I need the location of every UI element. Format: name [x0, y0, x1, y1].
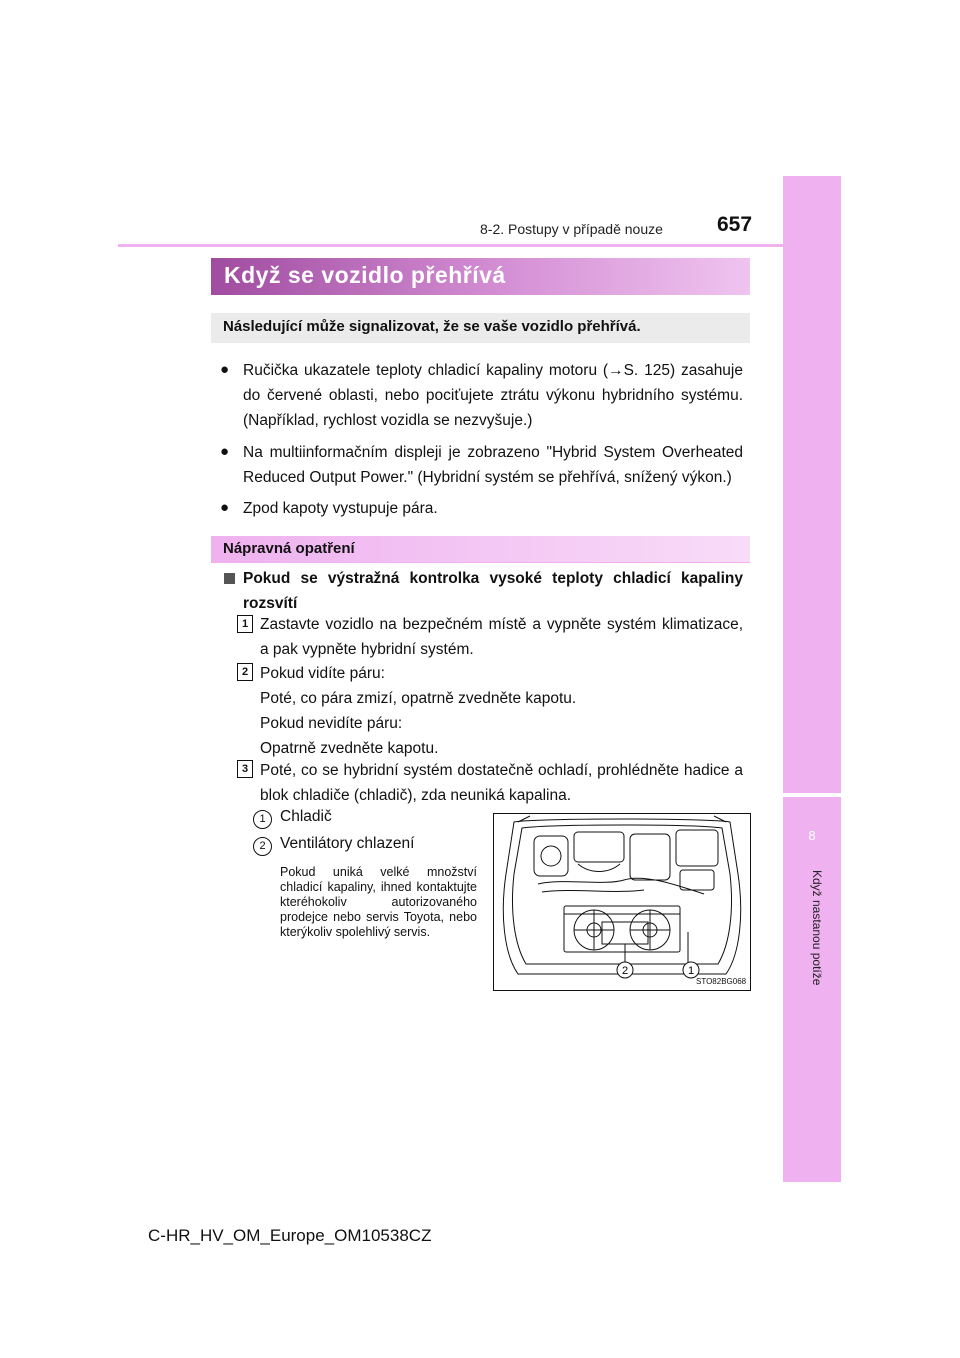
legend-number: 1 [253, 810, 272, 829]
step-text-alt: Pokud nevidíte páru: Opatrně zvedněte kapotu. [260, 715, 439, 757]
figure-code: STO82BG068 [696, 977, 747, 986]
engine-bay-figure [493, 813, 751, 991]
chapter-side-tab [783, 176, 841, 1182]
header-rule [118, 244, 783, 247]
step-text: Poté, co se hybridní systém dostatečně ochladí, prohlédněte hadice a blok chladiče (chladič), zda neuniká kapalina. [260, 762, 743, 804]
engine-bay-illustration [494, 814, 750, 990]
step-number-badge: 3 [237, 760, 253, 778]
bullet-text: Ručička ukazatele teploty chladicí kapaliny motoru (→S. 125) zasahuje do červené oblasti, nebo pociťujete ztrátu výkonu hybridního systému. (Například, rychlost vozidla se nezvyšuje.) [243, 362, 743, 429]
chapter-number: 8 [808, 828, 816, 843]
remedy-subheading: Pokud se výstražná kontrolka vysoké teploty chladicí kapaliny rozsvítí [243, 570, 743, 612]
step-number-badge: 1 [237, 615, 253, 633]
step-number-badge: 2 [237, 663, 253, 681]
square-bullet-icon [224, 573, 235, 584]
warning-note: Pokud uniká velké množství chladicí kapaliny, ihned kontaktujte kteréhokoliv autorizovaného prodejce nebo servis Toyota, nebo kterýkoliv spolehlivý servis. [280, 865, 477, 939]
legend-label: Chladič [280, 808, 332, 825]
step-text: Pokud vidíte páru: Poté, co pára zmizí, opatrně zvedněte kapotu. [260, 665, 577, 707]
legend-number: 2 [253, 837, 272, 856]
bullet-icon: ● [220, 361, 230, 378]
chapter-label: Když nastanou potíže [810, 870, 824, 986]
bullet-icon: ● [220, 499, 230, 516]
remedy-heading: Nápravná opatření [223, 540, 355, 557]
callout-1: 1 [687, 965, 695, 977]
step-text: Zastavte vozidlo na bezpečném místě a vypněte systém klimatizace, a pak vypněte hybridní systém. [260, 616, 743, 658]
legend-label: Ventilátory chlazení [280, 835, 415, 852]
bullet-text: Na multiinformačním displeji je zobrazeno "Hybrid System Overheated Reduced Output Power." (Hybridní systém se přehřívá, snížený výkon.) [243, 444, 743, 486]
section-title: 8-2. Postupy v případě nouze [480, 221, 663, 237]
page-number: 657 [717, 213, 753, 236]
document-footer: C-HR_HV_OM_Europe_OM10538CZ [148, 1226, 432, 1245]
bullet-icon: ● [220, 443, 230, 460]
callout-2: 2 [621, 965, 629, 977]
bullet-text: Zpod kapoty vystupuje pára. [243, 500, 438, 517]
page-title: Když se vozidlo přehřívá [224, 262, 506, 288]
subheading: Následující může signalizovat, že se vaše vozidlo přehřívá. [223, 318, 641, 335]
side-tab-divider [783, 793, 841, 797]
